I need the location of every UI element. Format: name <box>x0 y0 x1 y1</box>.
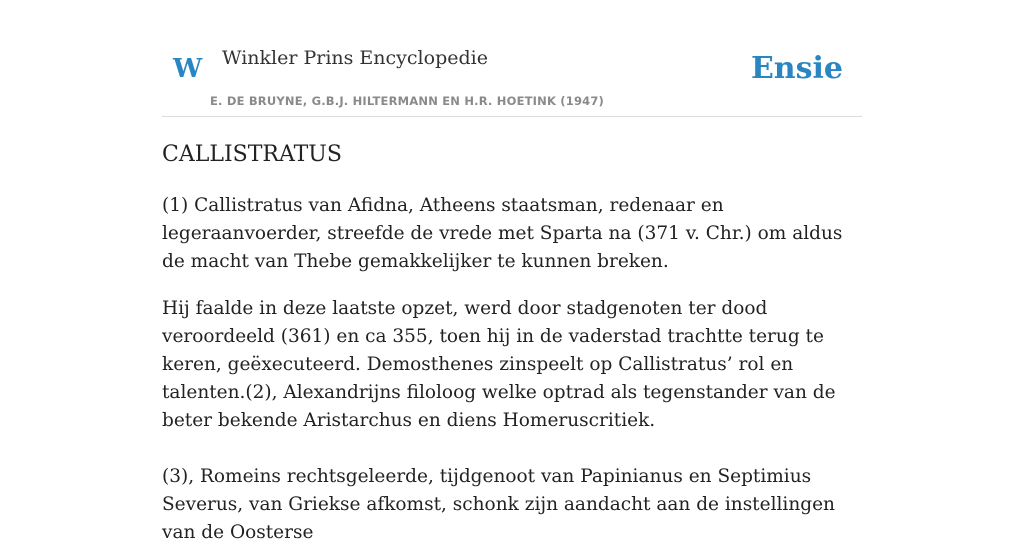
article-paragraph: (3), Romeins rechtsgeleerde, tijdgenoot van Papinianus en Septimius Severus, van Griekse afkomst, schonk zijn aandacht aan de instellingen van de Oosterse <box>162 466 835 543</box>
article-title: CALLISTRATUS <box>162 142 342 167</box>
article-paragraph: Hij faalde in deze laatste opzet, werd door stadgenoten ter dood veroordeeld (361) en ca 355, toen hij in de vaderstad trachtte terug te keren, geëxecuteerd. Demosthenes zinspeelt op Callistratus’ rol en talenten.(2), Alexandrijns filoloog welke optrad als tegenstander van de beter bekende Aristarchus en diens Homeruscritiek. <box>162 298 836 431</box>
ensie-logo[interactable]: Ensie <box>750 51 843 86</box>
encyclopedia-authors: E. DE BRUYNE, G.B.J. HILTERMANN EN H.R. HOETINK (1947) <box>210 94 605 108</box>
site-header <box>162 0 862 117</box>
encyclopedia-logo[interactable]: W <box>173 54 203 84</box>
encyclopedia-title[interactable]: Winkler Prins Encyclopedie <box>222 47 488 69</box>
article-content <box>162 140 862 547</box>
article-paragraph: (1) Callistratus van Afidna, Atheens staatsman, redenaar en legeraanvoerder, streefde de vrede met Sparta na (371 v. Chr.) om aldus de macht van Thebe gemakkelijker te kunnen breken. <box>162 195 843 272</box>
